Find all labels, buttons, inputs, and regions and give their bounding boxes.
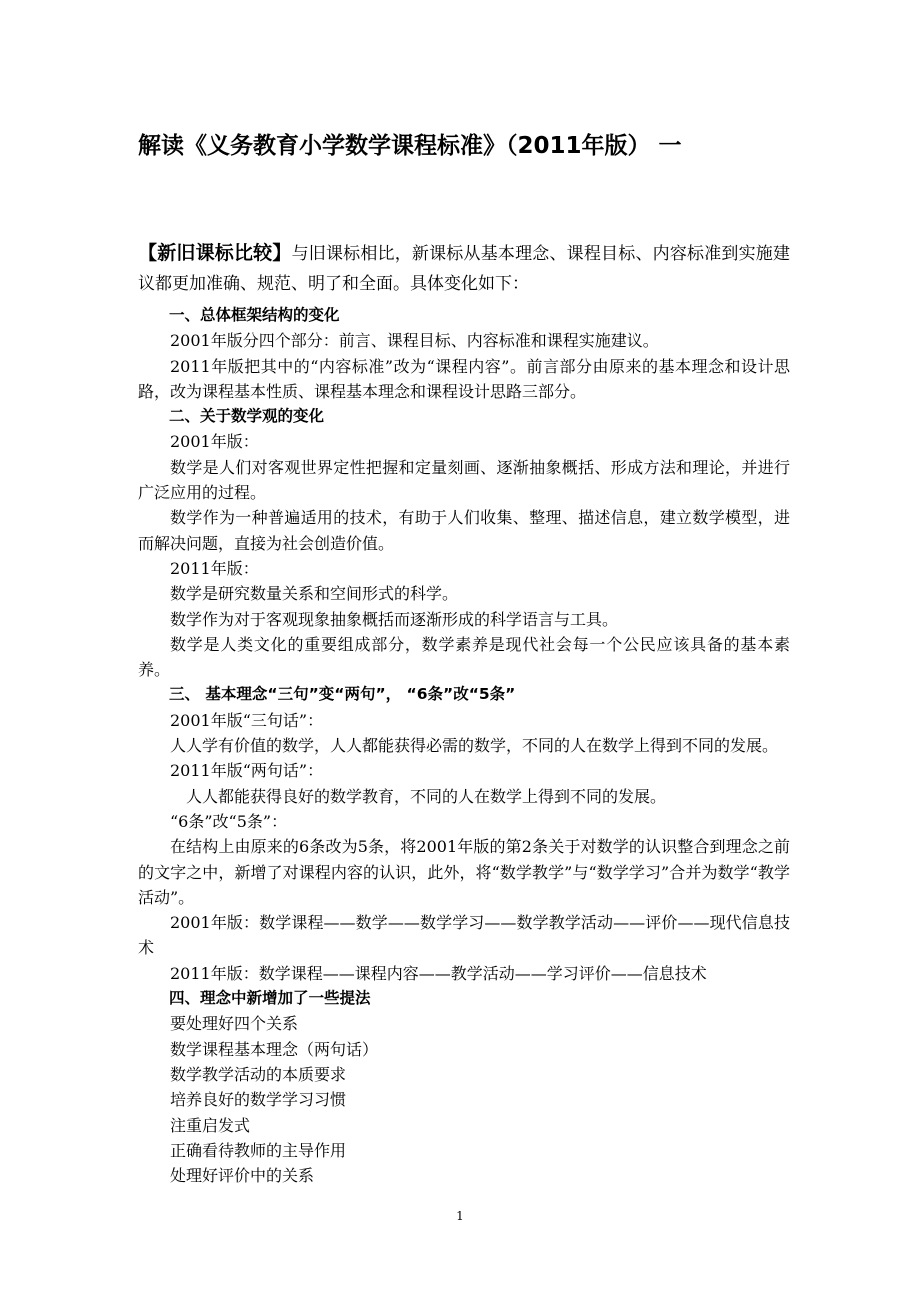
paragraph: 人人学有价值的数学，人人都能获得必需的数学，不同的人在数学上得到不同的发展。 (170, 736, 779, 756)
list-item: 数学教学活动的本质要求 (170, 1064, 347, 1084)
paragraph: 2011年版“两句话”： (170, 761, 324, 781)
paragraph: 数学是研究数量关系和空间形式的科学。 (170, 584, 459, 604)
intro-text: 与旧课标相比，新课标从基本理念、课程目标、内容标准到实施建议都更加准确、规范、明了和全面。具体变化如下： (138, 244, 790, 294)
paragraph: “6条”改“5条”： (170, 811, 288, 831)
document-body (138, 238, 790, 1188)
paragraph: 数学作为一种普遍适用的技术，有助于人们收集、整理、描述信息，建立数学模型，进而解决问题，直接为社会创造价值。 (138, 508, 790, 553)
paragraph: 人人都能获得良好的数学教育，不同的人在数学上得到不同的发展。 (186, 786, 667, 806)
paragraph: 数学是人们对客观世界定性把握和定量刻画、逐渐抽象概括、形成方法和理论，并进行广泛应用的过程。 (138, 457, 790, 503)
heading-1: 一、总体框架结构的变化 (169, 306, 340, 324)
intro-label: 【新旧课标比较】 (138, 242, 292, 264)
paragraph: 在结构上由原来的6条改为5条，将2001年版的第2条关于对数学的认识整合到理念之前的文字之中，新增了对课程内容的认识，此外，将“数学教学”与“数学学习”合并为数学“教学活动”。 (138, 837, 790, 907)
list-item: 数学课程基本理念（两句话） (170, 1039, 379, 1059)
list-item: 要处理好四个关系 (170, 1014, 299, 1034)
intro-paragraph (138, 238, 790, 299)
list-item: 注重启发式 (170, 1115, 251, 1135)
paragraph: 2001年版：数学课程——数学——数学学习——数学教学活动——评价——现代信息技术 (138, 913, 790, 958)
paragraph: 2011年版：数学课程——课程内容——教学活动——学习评价——信息技术 (170, 963, 707, 983)
page-number: 1 (456, 1209, 464, 1223)
paragraph: 2001年版“三句话”： (170, 710, 324, 730)
paragraph: 2011年版： (170, 558, 259, 578)
heading-4: 四、理念中新增加了一些提法 (169, 989, 371, 1008)
paragraph: 2011年版把其中的“内容标准”改为“课程内容”。前言部分由原来的基本理念和设计思路，改为课程基本性质、课程基本理念和课程设计思路三部分。 (138, 356, 790, 401)
paragraph: 数学是人类文化的重要组成部分，数学素养是现代社会每一个公民应该具备的基本素养。 (138, 634, 790, 680)
paragraph: 数学作为对于客观现象抽象概括而逐渐形成的科学语言与工具。 (170, 609, 619, 629)
paragraph: 2001年版： (170, 432, 259, 452)
heading-3: 三、 基本理念“三句”变“两句”， “6条”改“5条” (169, 685, 516, 704)
document-title: 解读《义务教育小学数学课程标准》（2011年版） 一 (138, 133, 682, 159)
heading-2: 二、关于数学观的变化 (169, 407, 325, 426)
list-item: 处理好评价中的关系 (170, 1166, 315, 1186)
list-item: 培养良好的数学学习习惯 (170, 1090, 347, 1110)
paragraph: 2001年版分四个部分：前言、课程目标、内容标准和课程实施建议。 (170, 331, 659, 351)
list-item: 正确看待教师的主导作用 (170, 1140, 347, 1160)
